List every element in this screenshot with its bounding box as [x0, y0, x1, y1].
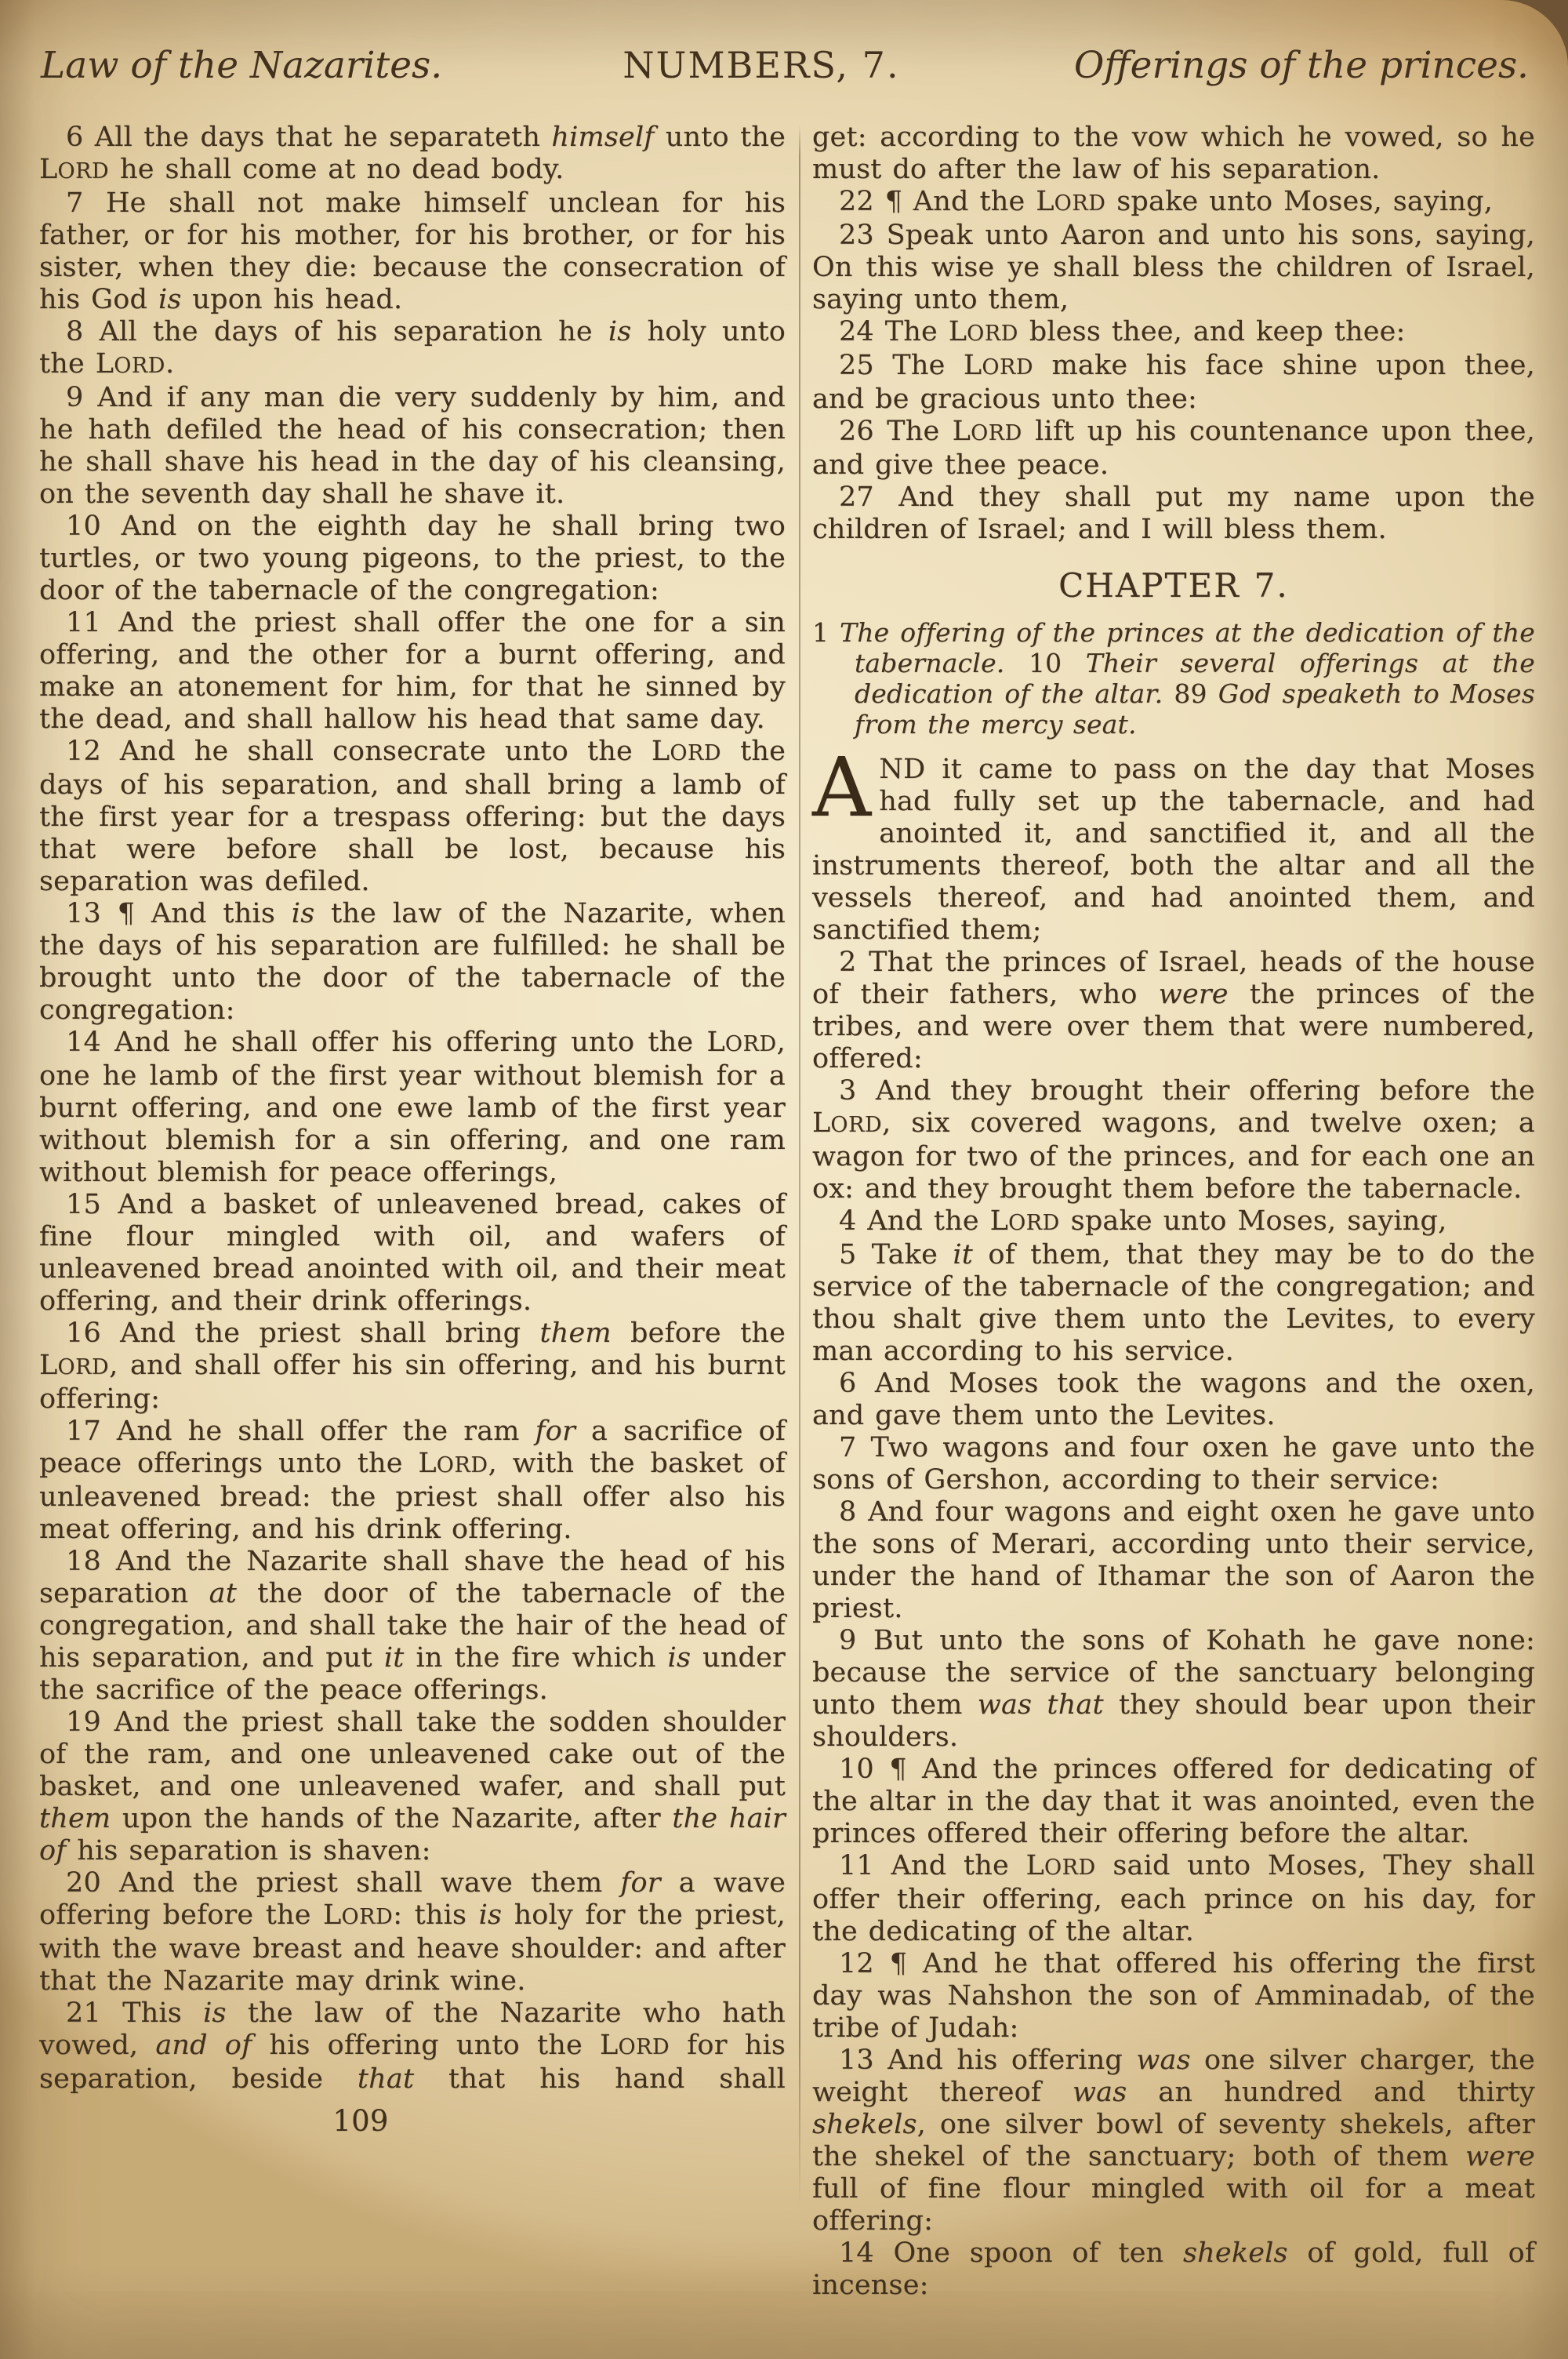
verse-number: 11 [838, 1850, 874, 1881]
verse-number: 27 [838, 482, 874, 513]
verse: 4 And the LORD spake unto Moses, saying, [838, 1205, 1447, 1237]
drop-cap: A [811, 740, 872, 835]
verse: 23 Speak unto Aaron and unto his sons, saying, On this wise ye shall bless the children of Israel, saying unto them, [811, 220, 1535, 315]
verse: 13 And his offering was one silver charger, the weight thereof was an hundred and thirty shekels, one silver bowl of seventy shekels, after the shekel of the sanctuary; both of them were full of fine flour mingled with oil for a meat offering: [811, 2045, 1535, 2237]
text-columns [0, 122, 1568, 2302]
chapter-heading: CHAPTER 7. [1058, 566, 1289, 605]
verse-number: 13 [838, 2045, 874, 2076]
chapter-summary: 1 The offering of the princes at the dedication of the tabernacle. 10 Their several offerings at the dedication of the altar. 89 God speaketh to Moses from the mercy seat. [811, 617, 1535, 740]
verse-number: 8 [66, 316, 84, 347]
page-title: NUMBERS, 7. [622, 44, 900, 86]
verse-number: 8 [838, 1496, 857, 1528]
verse-number: 17 [66, 1416, 101, 1447]
verse: 22 ¶ And the LORD spake unto Moses, saying, [838, 186, 1494, 217]
verse: 9 And if any man die very suddenly by him, and he hath defiled the head of his consecration; then he shall shave his head in the day of his cleansing, on the seventh day shall he shave it. [39, 382, 786, 510]
verse: 16 And the priest shall bring them before the LORD, and shall offer his sin offering, and his burnt offering: [39, 1318, 786, 1415]
verse-number: 9 [838, 1625, 857, 1656]
verse-number: 25 [838, 350, 874, 381]
verse: 12 ¶ And he that offered his offering the first day was Nahshon the son of Amminadab, of the tribe of Judah: [811, 1948, 1535, 2044]
small-caps-lord: ORD [982, 355, 1034, 380]
small-caps-lord: ORD [57, 1355, 110, 1379]
small-caps-lord: ORD [57, 159, 110, 184]
small-caps-lord: ORD [670, 741, 722, 765]
verse: 11 And the priest shall offer the one for a sin offering, and the other for a burnt offering, and make an atonement for him, for that he sinned by the dead, and shall hallow his head that same day. [39, 607, 786, 735]
page-number: 109 [332, 2104, 389, 2138]
running-head-right: Offerings of the princes. [1073, 44, 1529, 87]
verse: 24 The LORD bless thee, and keep thee: [838, 316, 1406, 347]
small-caps-lord: ORD [971, 421, 1022, 445]
verse-number: 4 [838, 1205, 857, 1237]
left-column [39, 122, 786, 2302]
pilcrow-mark: ¶ [889, 1948, 908, 1979]
running-head [0, 0, 1568, 87]
pilcrow-mark: ¶ [889, 1754, 907, 1785]
verse: 13 ¶ And this is the law of the Nazarite, when the days of his separation are fulfilled: he shall be brought unto the door of the tabernacle of the congregation: [39, 898, 786, 1026]
small-caps-lord: ORD [618, 2035, 670, 2059]
verse-number: 21 [66, 1997, 101, 2029]
verse: 7 He shall not make himself unclean for his father, or for his mother, for his brother, or for his sister, when they die: because the consecration of his God is upon his head. [39, 187, 786, 315]
column-divider [799, 125, 800, 2208]
verse: 20 And the priest shall wave them for a wave offering before the LORD: this is holy for the priest, with the wave breast and heave shoulder: and after that the Nazarite may drink wine. [39, 1867, 786, 1997]
summary-verse-ref: 10 [1028, 648, 1062, 678]
verse: 6 All the days that he separateth himself unto the LORD he shall come at no dead body. [39, 122, 786, 185]
verse: 9 But unto the sons of Kohath he gave none: because the service of the sanctuary belonging unto them was that they should bear upon their shoulders. [811, 1625, 1535, 1753]
verse-number: 12 [66, 736, 101, 767]
verse: 15 And a basket of unleavened bread, cakes of fine flour mingled with oil, and wafers of unleavened bread anointed with oil, and their meat offering, and their drink offerings. [39, 1189, 786, 1317]
small-caps-lord: ORD [1054, 191, 1106, 216]
verse: 21 This is the law of the Nazarite who hath vowed, and of his offering unto the LORD for his separation, beside that that his hand shall [39, 1997, 786, 2095]
verse-number: 10 [66, 511, 101, 542]
verse-number: 10 [838, 1754, 874, 1785]
small-caps-lord: ORD [1008, 1211, 1060, 1235]
verse-number: 20 [66, 1867, 101, 1899]
verse: AND it came to pass on the day that Moses had fully set up the tabernacle, and had anointed it, and sanctified it, and all the instruments thereof, both the altar and all the vessels thereof, and had anointed them, and sanctified them; [811, 740, 1535, 946]
small-caps-lord: ORD [1044, 1856, 1096, 1880]
verse: 5 Take it of them, that they may be to do the service of the tabernacle of the congregation; and thou shalt give them unto the Levites, to every man according to his service. [811, 1239, 1535, 1367]
small-caps-lord: ORD [436, 1453, 488, 1478]
pilcrow-mark: ¶ [884, 186, 902, 217]
verse-number: 6 [66, 122, 84, 153]
verse-continuation: get: according to the vow which he vowed, so he must do after the law of his separation. [811, 122, 1535, 185]
verse: 18 And the Nazarite shall shave the head of his separation at the door of the tabernacle of the congregation, and shall take the hair of the head of his separation, and put it in the fire which is under the sacrifice of the peace offerings. [39, 1546, 786, 1706]
verse-number: 19 [66, 1707, 101, 1738]
verse: 2 That the princes of Israel, heads of the house of their fathers, who were the princes of the tribes, and were over them that were numbered, offered: [811, 947, 1535, 1074]
verse-number: 16 [66, 1318, 101, 1349]
small-caps-lord: ORD [341, 1905, 394, 1929]
verse: 6 And Moses took the wagons and the oxen, and gave them unto the Levites. [811, 1368, 1535, 1431]
verse-number: 14 [66, 1027, 101, 1058]
verse-number: 14 [838, 2237, 874, 2269]
verse-number: 6 [838, 1368, 857, 1399]
verse: 14 One spoon of ten shekels of gold, full of incense: [811, 2237, 1535, 2301]
verse: 14 And he shall offer his offering unto the LORD, one he lamb of the first year without blemish for a burnt offering, and one ewe lamb of the first year without blemish for a sin offering, and one ram without blemish for peace offerings, [39, 1027, 786, 1188]
verse: 8 All the days of his separation he is holy unto the LORD. [39, 316, 786, 380]
verse: 10 And on the eighth day he shall bring two turtles, or two young pigeons, to the priest, to the door of the tabernacle of the congregation: [39, 511, 786, 606]
verse: 27 And they shall put my name upon the children of Israel; and I will bless them. [811, 482, 1535, 545]
verse: 8 And four wagons and eight oxen he gave unto the sons of Merari, according unto their service, under the hand of Ithamar the son of Aaron the priest. [811, 1496, 1535, 1624]
verse-number: 2 [838, 947, 857, 978]
summary-verse-ref: 1 [811, 617, 829, 648]
right-column-top [812, 122, 1535, 546]
verse-number: 26 [838, 416, 874, 447]
verse: 3 And they brought their offering before the LORD, six covered wagons, and twelve oxen; a wagon for two of the princes, and for each one an ox: and they brought them before the tabernacle. [811, 1075, 1535, 1205]
small-caps-lord: ORD [724, 1032, 777, 1056]
right-column [812, 122, 1535, 2302]
verse: 7 Two wagons and four oxen he gave unto the sons of Gershon, according to their service: [811, 1432, 1535, 1496]
verse-number: 9 [66, 382, 84, 413]
small-caps-lord: ORD [114, 354, 165, 378]
verse-number: 13 [66, 898, 101, 929]
verse-number: 5 [838, 1239, 857, 1270]
verse-number: 22 [838, 186, 874, 217]
verse-number: 12 [838, 1948, 874, 1979]
summary-verse-ref: 89 [1174, 678, 1207, 709]
right-column-chapter7 [811, 740, 1535, 2302]
small-caps-lord: ORD [830, 1113, 883, 1137]
pilcrow-mark: ¶ [117, 898, 136, 929]
verse-number: 24 [838, 316, 874, 347]
verse: 12 And he shall consecrate unto the LORD the days of his separation, and shall bring a lamb of the first year for a trespass offering: but the days that were before shall be lost, because his separation was defiled. [39, 736, 786, 897]
verse-number: 23 [838, 220, 874, 251]
verse-number: 15 [66, 1189, 101, 1220]
small-caps-lord: ORD [967, 322, 1018, 346]
verse-number: 3 [838, 1075, 857, 1107]
verse-number: 11 [66, 607, 101, 638]
verse-number: 7 [838, 1432, 857, 1463]
verse: 10 ¶ And the princes offered for dedicating of the altar in the day that it was anointed, even the princes offered their offering before the altar. [811, 1754, 1535, 1849]
verse: 17 And he shall offer the ram for a sacrifice of peace offerings unto the LORD, with the basket of unleavened bread: the priest shall offer also his meat offering, and his drink offering. [39, 1416, 786, 1545]
verse-number: 7 [66, 187, 84, 219]
running-head-left: Law of the Nazarites. [41, 44, 443, 87]
verse: 11 And the LORD said unto Moses, They shall offer their offering, each prince on his day, for the dedicating of the altar. [811, 1850, 1535, 1947]
verse-number: 18 [66, 1546, 101, 1577]
verse: 19 And the priest shall take the sodden shoulder of the ram, and one unleavened cake out of the basket, and one unleavened wafer, and shall put them upon the hands of the Nazarite, after the hair of his separation is shaven: [39, 1707, 786, 1866]
verse: 25 The LORD make his face shine upon thee, and be gracious unto thee: [811, 350, 1535, 415]
verse: 26 The LORD lift up his countenance upon thee, and give thee peace. [811, 416, 1535, 481]
